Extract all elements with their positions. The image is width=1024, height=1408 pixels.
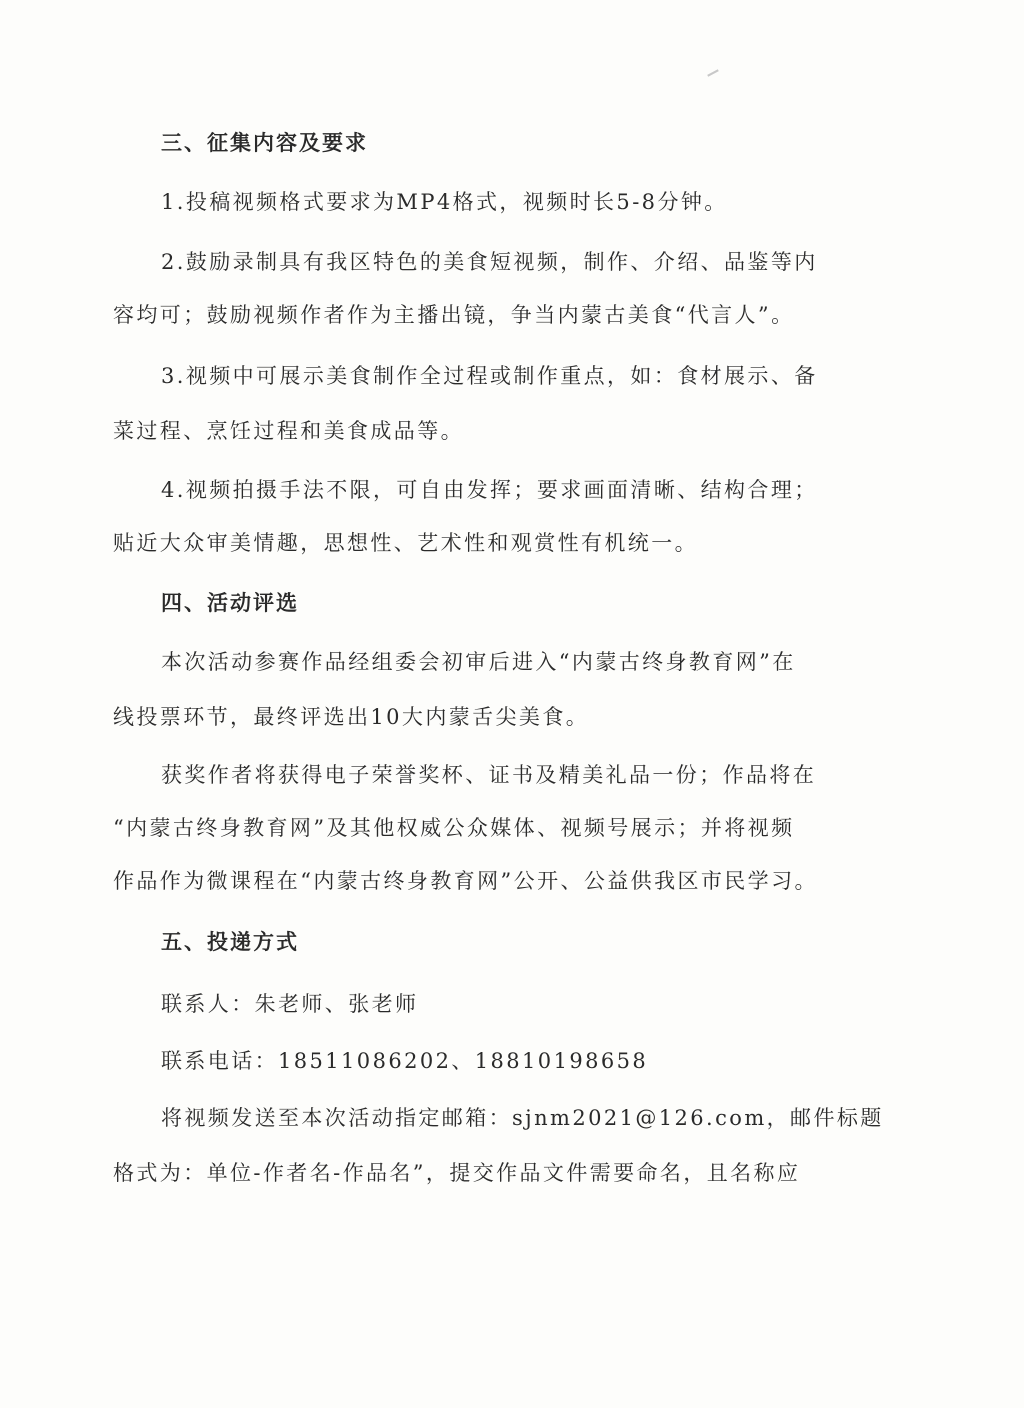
paragraph-4-2-line-1: 获奖作者将获得电子荣誉奖杯、证书及精美礼品一份；作品将在	[161, 763, 817, 787]
scan-mark	[707, 69, 719, 76]
paragraph-4-1-line-1: 本次活动参赛作品经组委会初审后进入“内蒙古终身教育网”在	[161, 650, 796, 674]
contact-phone: 联系电话：18511086202、18810198658	[161, 1049, 649, 1073]
paragraph-3-1: 1.投稿视频格式要求为MP4格式，视频时长5-8分钟。	[161, 190, 728, 214]
paragraph-3-3-line-2: 菜过程、烹饪过程和美食成品等。	[113, 419, 464, 443]
section-heading-5: 五、投递方式	[161, 930, 299, 954]
paragraph-4-1-line-2: 线投票环节，最终评选出10大内蒙舌尖美食。	[113, 705, 590, 729]
paragraph-3-4-line-1: 4.视频拍摄手法不限，可自由发挥；要求画面清晰、结构合理；	[161, 478, 818, 502]
contact-person: 联系人：朱老师、张老师	[161, 992, 419, 1016]
paragraph-4-2-line-3: 作品作为微课程在“内蒙古终身教育网”公开、公益供我区市民学习。	[113, 869, 818, 893]
section-heading-3: 三、征集内容及要求	[161, 131, 368, 155]
paragraph-3-4-line-2: 贴近大众审美情趣，思想性、艺术性和观赏性有机统一。	[113, 531, 698, 555]
paragraph-3-3-line-1: 3.视频中可展示美食制作全过程或制作重点，如：食材展示、备	[161, 364, 818, 388]
paragraph-5-1-line-1: 将视频发送至本次活动指定邮箱：sjnm2021@126.com，邮件标题	[161, 1106, 884, 1130]
paragraph-3-2-line-1: 2.鼓励录制具有我区特色的美食短视频，制作、介绍、品鉴等内	[161, 250, 818, 274]
paragraph-3-2-line-2: 容均可；鼓励视频作者作为主播出镜，争当内蒙古美食“代言人”。	[113, 303, 795, 327]
section-heading-4: 四、活动评选	[161, 591, 299, 615]
paragraph-4-2-line-2: “内蒙古终身教育网”及其他权威公众媒体、视频号展示；并将视频	[113, 816, 795, 840]
paragraph-5-1-line-2: 格式为：单位-作者名-作品名”，提交作品文件需要命名，且名称应	[113, 1161, 801, 1185]
